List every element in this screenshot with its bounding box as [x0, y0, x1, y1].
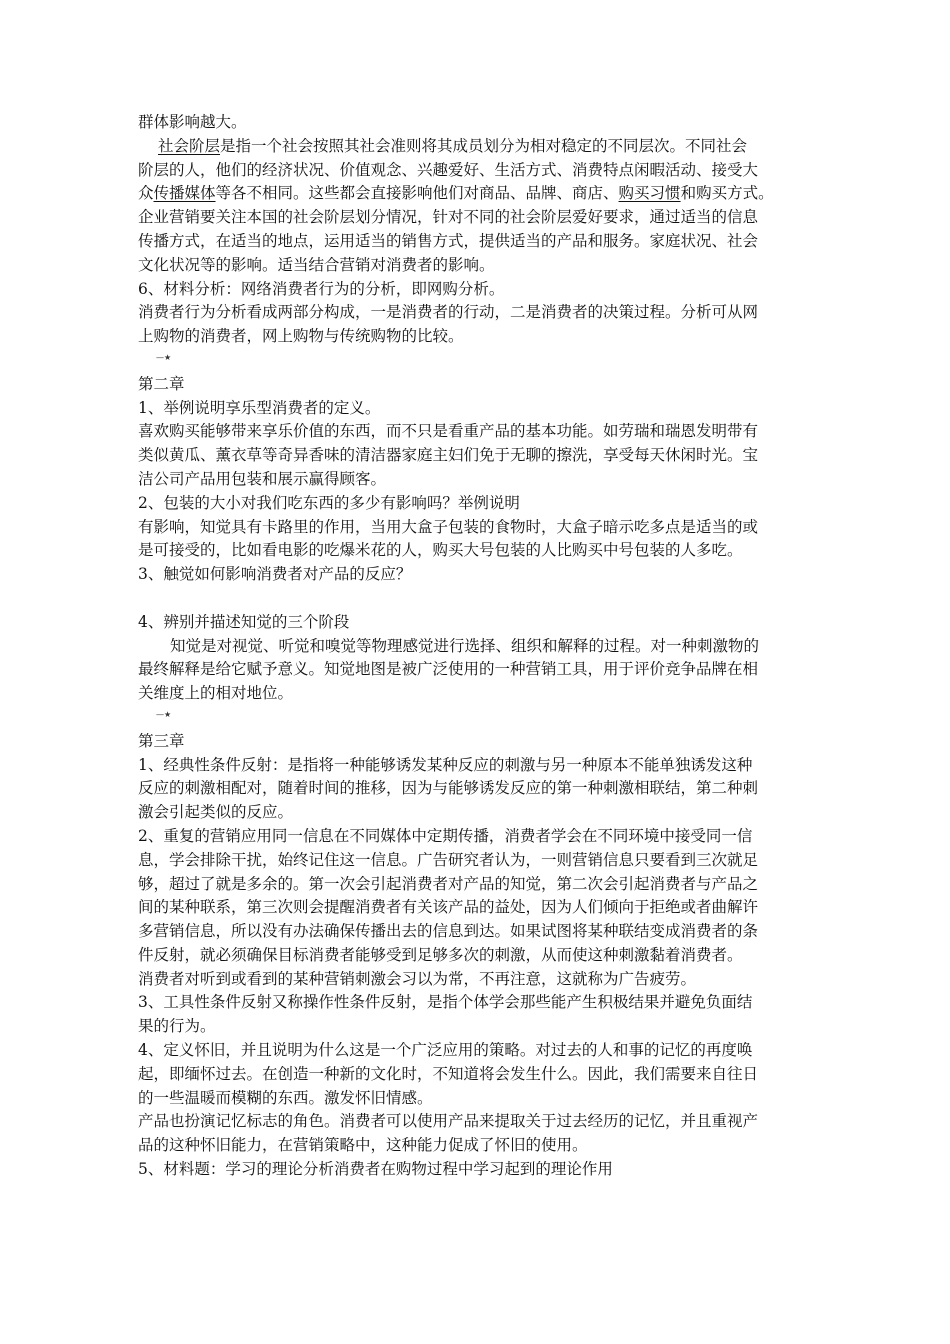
paragraph-line: 3、触觉如何影响消费者对产品的反应？: [138, 565, 412, 584]
paragraph-line: 企业营销要关注本国的社会阶层划分情况，针对不同的社会阶层爱好要求，通过适当的信息: [138, 208, 759, 227]
paragraph-line: 6、材料分析：网络消费者行为的分析，即网购分析。: [138, 279, 505, 298]
paragraph-line: 消费者行为分析看成两部分构成，一是消费者的行动，二是消费者的决策过程。分析可从网: [138, 303, 759, 322]
paragraph-line: 最终解释是给它赋予意义。知觉地图是被广泛使用的一种营销工具，用于评价竞争品牌在相: [138, 660, 759, 679]
blank-line: [138, 587, 828, 611]
paragraph-line: 类似黄瓜、薰衣草等奇异香味的清洁器家庭主妇们免于无聊的擦洗，享受每天休闲时光。宝: [138, 446, 759, 465]
paragraph-line: 反应的刺激相配对，随着时间的推移，因为与能够诱发反应的第一种刺激相联结，第二种刺: [138, 779, 759, 798]
text-run: 和购买方式。: [680, 184, 774, 203]
underlined-term: 社会阶层: [158, 136, 221, 155]
paragraph-line: 4、定义怀旧，并且说明为什么这是一个广泛应用的策略。对过去的人和事的记忆的再度唤: [138, 1041, 753, 1060]
paragraph-line: 激会引起类似的反应。: [138, 803, 294, 822]
chapter-heading: 第三章: [138, 731, 185, 750]
paragraph-line: 3、工具性条件反射又称操作性条件反射，是指个体学会那些能产生积极结果并避免负面结: [138, 993, 753, 1012]
paragraph-line: 上购物的消费者，网上购物与传统购物的比较。: [138, 327, 464, 346]
paragraph-line: 1、经典性条件反射：是指将一种能够诱发某种反应的刺激与另一种原本不能单独诱发这种: [138, 755, 753, 774]
paragraph-line: 起，即缅怀过去。在创造一种新的文化时，不知道将会发生什么。因此，我们需要来自往日: [138, 1064, 759, 1083]
paragraph-line: 关维度上的相对地位。: [138, 684, 294, 703]
underlined-term: 购买习惯: [618, 184, 681, 203]
paragraph-line: 息，学会排除干扰，始终记住这一信息。广告研究者认为，一则营销信息只要看到三次就足: [138, 850, 759, 869]
paragraph-line: 2、重复的营销应用同一信息在不同媒体中定期传播，消费者学会在不同环境中接受同一信: [138, 826, 753, 845]
paragraph-line: 果的行为。: [138, 1017, 216, 1036]
section-divider-mark: —★: [156, 352, 172, 362]
section-divider-mark: —★: [156, 709, 172, 719]
paragraph-line: 有影响，知觉具有卡路里的作用，当用大盒子包装的食物时，大盒子暗示吃多点是适当的或: [138, 517, 759, 536]
text-run: 等各不相同。这些都会直接影响他们对商品、品牌、商店、: [215, 184, 619, 203]
paragraph-line: [138, 135, 828, 159]
paragraph-line: 产品也扮演记忆标志的角色。消费者可以使用产品来提取关于过去经历的记忆，并且重视产: [138, 1112, 759, 1131]
paragraph-line: 消费者对听到或看到的某种营销刺激会习以为常，不再注意，这就称为广告疲劳。: [138, 969, 697, 988]
paragraph-line: 阶层的人，他们的经济状况、价值观念、兴趣爱好、生活方式、消费特点闲暇活动、接受大: [138, 160, 759, 179]
underlined-term: 传播媒体: [153, 184, 216, 203]
paragraph-line: 的一些温暖而模糊的东西。激发怀旧情感。: [138, 1088, 433, 1107]
chapter-heading: 第二章: [138, 374, 185, 393]
paragraph-line: 品的这种怀旧能力，在营销策略中，这种能力促成了怀旧的使用。: [138, 1136, 588, 1155]
paragraph-line: 喜欢购买能够带来享乐价值的东西，而不只是看重产品的基本功能。如劳瑞和瑞恩发明带有: [138, 422, 759, 441]
text-run: 众: [138, 184, 154, 203]
text-run: 是指一个社会按照其社会准则将其成员划分为相对稳定的不同层次。不同社会: [220, 136, 748, 155]
paragraph-line: 2、包装的大小对我们吃东西的多少有影响吗？举例说明: [138, 493, 520, 512]
paragraph-line: 1、举例说明享乐型消费者的定义。: [138, 398, 381, 417]
paragraph-line: 传播方式，在适当的地点，运用适当的销售方式，提供适当的产品和服务。家庭状况、社会: [138, 231, 759, 250]
paragraph-line: [138, 182, 828, 206]
paragraph-line: 群体影响越大。: [138, 113, 247, 131]
paragraph-line: 间的某种联系，第三次则会提醒消费者有关该产品的益处，因为人们倾向于拒绝或者曲解许: [138, 898, 759, 917]
paragraph-line: 文化状况等的影响。适当结合营销对消费者的影响。: [138, 255, 495, 274]
paragraph-line: 够，超过了就是多余的。第一次会引起消费者对产品的知觉，第二次会引起消费者与产品之: [138, 874, 759, 893]
paragraph-line: 4、辨别并描述知觉的三个阶段: [138, 612, 350, 631]
document-body: [138, 111, 828, 1182]
paragraph-line: 知觉是对视觉、听觉和嗅觉等物理感觉进行选择、组织和解释的过程。对一种刺激物的: [170, 636, 760, 655]
paragraph-line: 5、材料题：学习的理论分析消费者在购物过程中学习起到的理论作用: [138, 1160, 613, 1179]
paragraph-line: 洁公司产品用包装和展示赢得顾客。: [138, 469, 387, 488]
paragraph-line: 件反射，就必须确保目标消费者能够受到足够多次的刺激，从而使这种刺激黏着消费者。: [138, 945, 743, 964]
paragraph-line: 是可接受的，比如看电影的吃爆米花的人，购买大号包装的人比购买中号包装的人多吃。: [138, 541, 743, 560]
paragraph-line: 多营销信息，所以没有办法确保传播出去的信息到达。如果试图将某种联结变成消费者的条: [138, 922, 759, 941]
